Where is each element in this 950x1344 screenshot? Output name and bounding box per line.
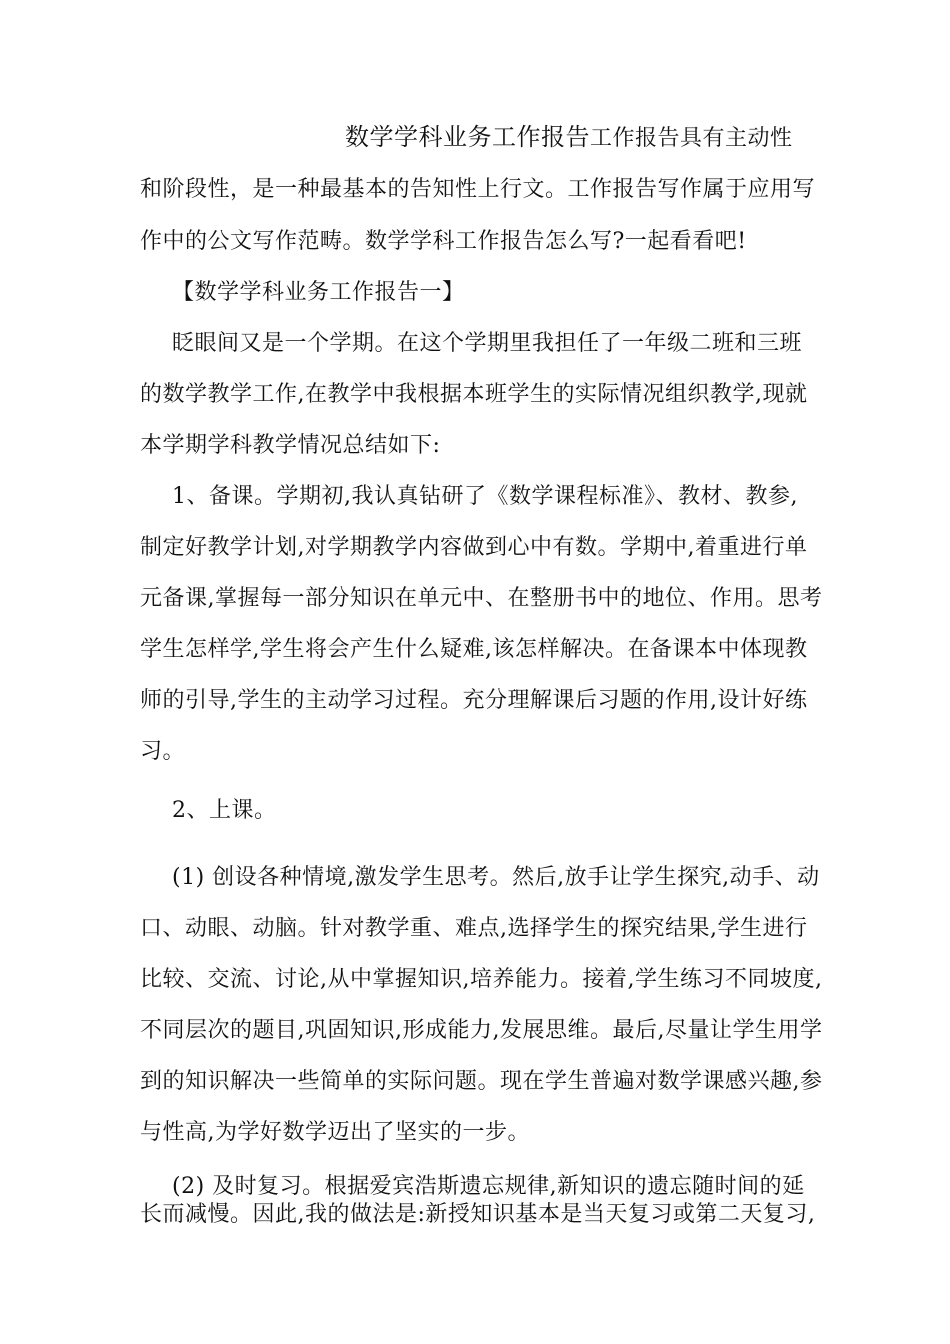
sub1-line: (1) 创设各种情境,激发学生思考。然后,放手让学生探究,动手、动 bbox=[172, 865, 820, 890]
sub1-line: 不同层次的题目,巩固知识,形成能力,发展思维。最后,尽量让学生用学 bbox=[140, 1018, 823, 1043]
item2-heading: 2、上课。 bbox=[172, 798, 277, 823]
sub2-line: 长而减慢。因此,我的做法是:新授知识基本是当天复习或第二天复习, bbox=[140, 1202, 816, 1227]
sub1-line: 比较、交流、讨论,从中掌握知识,培养能力。接着,学生练习不同坡度, bbox=[140, 967, 823, 992]
paragraph-line: 眨眼间又是一个学期。在这个学期里我担任了一年级二班和三班 bbox=[172, 331, 803, 356]
item1-line: 学生怎样学,学生将会产生什么疑难,该怎样解决。在备课本中体现教 bbox=[140, 637, 808, 662]
item1-line: 师的引导,学生的主动学习过程。充分理解课后习题的作用,设计好练 bbox=[140, 688, 808, 713]
document-title: 数学学科业务工作报告 bbox=[345, 123, 590, 151]
sub1-line: 到的知识解决一些简单的实际问题。现在学生普遍对数学课感兴趣,参 bbox=[140, 1069, 823, 1094]
item1-line: 习。 bbox=[140, 739, 186, 764]
sub1-line: 与性高,为学好数学迈出了坚实的一步。 bbox=[140, 1120, 530, 1145]
item1-line: 1、备课。学期初,我认真钻研了《数学课程标准》、教材、教参, bbox=[172, 484, 798, 509]
sub1-line: 口、动眼、动脑。针对教学重、难点,选择学生的探究结果,学生进行 bbox=[140, 916, 808, 941]
paragraph-line: 的数学教学工作,在教学中我根据本班学生的实际情况组织教学,现就 bbox=[140, 382, 808, 407]
paragraph-line: 本学期学科教学情况总结如下: bbox=[140, 433, 441, 458]
intro-first-line: 工作报告具有主动性 bbox=[590, 126, 793, 151]
sub2-line: (2) 及时复习。根据爱宾浩斯遗忘规律,新知识的遗忘随时间的延 bbox=[172, 1174, 805, 1199]
item1-line: 制定好教学计划,对学期教学内容做到心中有数。学期中,着重进行单 bbox=[140, 535, 808, 560]
title-line bbox=[345, 122, 815, 154]
intro-line: 作中的公文写作范畴。数学学科工作报告怎么写?一起看看吧! bbox=[140, 229, 747, 254]
intro-line: 和阶段性，是一种最基本的告知性上行文。工作报告写作属于应用写 bbox=[140, 177, 816, 202]
section-heading: 【数学学科业务工作报告一】 bbox=[172, 280, 465, 305]
item1-line: 元备课,掌握每一部分知识在单元中、在整册书中的地位、作用。思考 bbox=[140, 586, 823, 611]
